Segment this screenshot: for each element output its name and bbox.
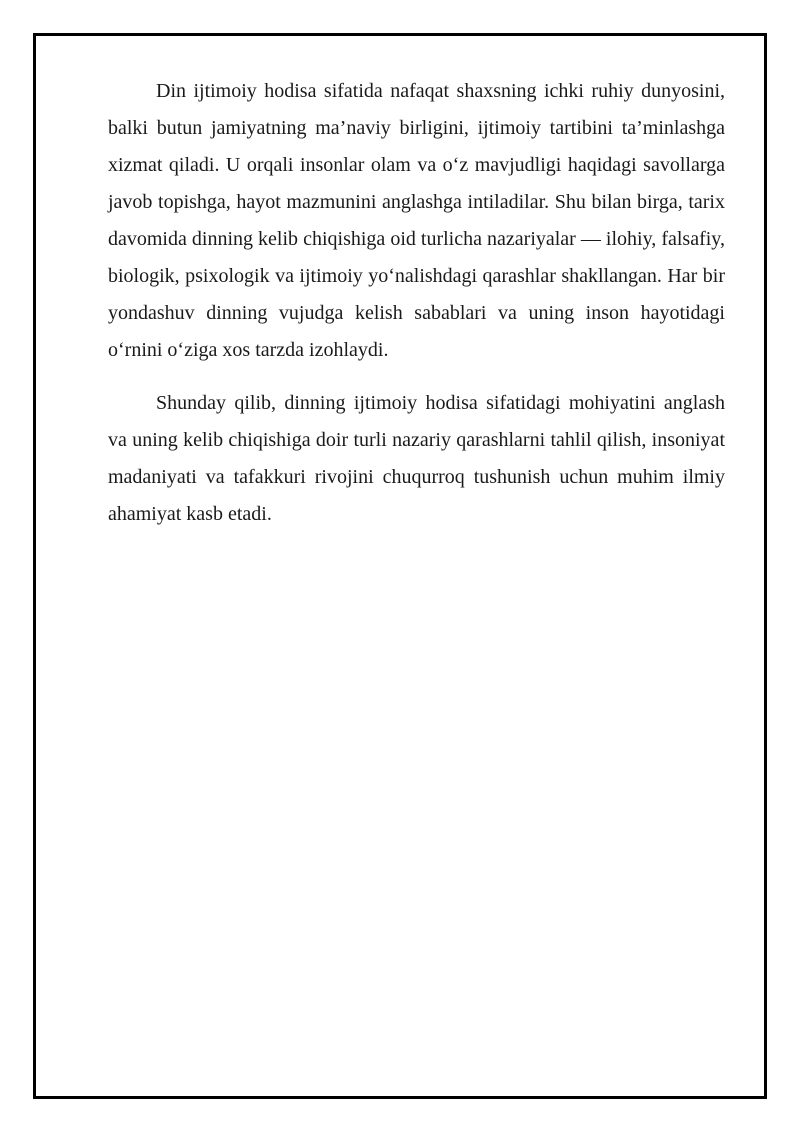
page-content	[108, 73, 725, 549]
paragraph-2: Shunday qilib, dinning ijtimoiy hodisa sifatidagi mohiyatini anglash va uning kelib chiqishiga doir turli nazariy qarashlarni tahlil qilish, insoniyat madaniyati va tafakkuri rivojini chuqurroq tushunish uchun muhim ilmiy ahamiyat kasb etadi.	[108, 392, 725, 525]
page-border	[33, 33, 767, 1099]
paragraph-1: Din ijtimoiy hodisa sifatida nafaqat shaxsning ichki ruhiy dunyosini, balki butun jamiyatning ma’naviy birligini, ijtimoiy tartibini ta’minlashga xizmat qiladi. U orqali insonlar olam va o‘z mavjudligi haqidagi savollarga javob topishga, hayot mazmunini anglashga intiladilar. Shu bilan birga, tarix davomida dinning kelib chiqishiga oid turlicha nazariyalar — ilohiy, falsafiy, biologik, psixologik va ijtimoiy yo‘nalishdagi qarashlar shakllangan. Har bir yondashuv dinning vujudga kelish sabablari va uning inson hayotidagi o‘rnini o‘ziga xos tarzda izohlaydi.	[108, 80, 725, 361]
